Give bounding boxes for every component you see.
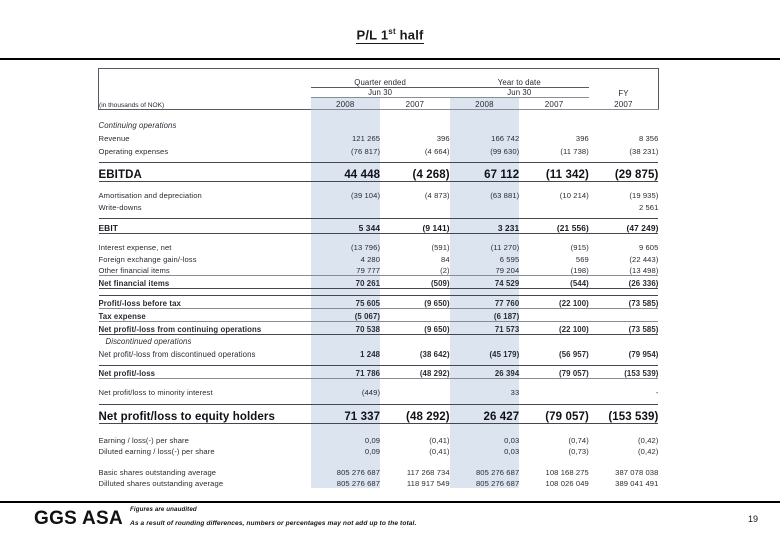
row-label-net-profit-loss: Net profit/-loss [99, 366, 311, 379]
row-label-diluted-shares: Dilluted shares outstanding average [98, 479, 224, 488]
table-subheader-row [99, 88, 659, 98]
amortisation-ytd-2008: (63 881) [450, 189, 520, 201]
ebit-ytd-2007: (21 556) [519, 219, 589, 234]
table-row-ebitda [99, 163, 659, 182]
table-row-net-profit-loss [99, 366, 659, 379]
table-row [99, 143, 659, 156]
table-row [99, 189, 659, 201]
net-fin-fy-2007: (26 336) [589, 275, 659, 288]
eps-ytd-2008: 0,03 [450, 433, 520, 445]
interest-fy-2007: 9 605 [638, 243, 659, 252]
table-row-ebit [99, 219, 659, 234]
row-label-profit-before-tax: Profit/-loss before tax [99, 295, 311, 308]
equity-q-2007: (48 292) [380, 404, 450, 423]
net-fin-q-2007: (509) [380, 275, 450, 288]
row-label-basic-shares: Basic shares outstanding average [98, 467, 217, 477]
eps-q-2008: 0,09 [311, 433, 381, 445]
ebitda-ytd-2007: (11 342) [519, 163, 589, 182]
writedowns-ytd-2007 [519, 200, 589, 212]
subheader-quarter-date: Jun 30 [368, 88, 393, 97]
npl-ytd-2008: 26 394 [450, 366, 520, 379]
row-label-amortisation: Amortisation and depreciation [98, 191, 202, 200]
table-row-net-profit-continuing [99, 321, 659, 334]
diluted-shares-q-2008: 805 276 687 [311, 477, 381, 489]
spacer-row [99, 234, 659, 241]
financial-table-container [98, 68, 658, 488]
interest-q-2008: (13 796) [311, 241, 381, 253]
deps-fy-2007: (0,42) [638, 447, 659, 456]
company-logo: GGS ASA [34, 508, 124, 529]
tax-ytd-2007 [519, 308, 589, 321]
npd-ytd-2008: (45 179) [450, 346, 520, 359]
minority-fy-2007: - [655, 388, 659, 397]
amortisation-ytd-2007: (10 214) [559, 191, 589, 200]
writedowns-ytd-2008 [450, 200, 520, 212]
ebit-ytd-2008: 3 231 [450, 219, 520, 234]
row-label-operating-expenses: Operating expenses [98, 146, 169, 156]
table-row [99, 477, 659, 489]
ebit-q-2007: (9 141) [380, 219, 450, 234]
eps-fy-2007: (0,42) [638, 435, 659, 445]
npl-fy-2007: (153 539) [589, 366, 659, 379]
footer-notes-container [130, 506, 560, 529]
column-header-q-2008: 2008 [311, 98, 381, 110]
equity-q-2008: 71 337 [311, 404, 381, 423]
ebit-fy-2007: (47 249) [589, 219, 659, 234]
opex-ytd-2007: (11 738) [560, 146, 589, 156]
footer-divider [0, 501, 780, 503]
footnote-rounding: As a result of rounding differences, numbers or percentages may not add up to the total. [130, 520, 417, 528]
other-fin-fy-2007: (13 498) [629, 265, 659, 275]
deps-ytd-2007: (0,73) [568, 447, 589, 456]
spacer-row [99, 110, 659, 117]
subheader-fy: FY [589, 88, 659, 98]
npc-ytd-2007: (22 100) [519, 321, 589, 334]
row-label-write-downs: Write-downs [98, 202, 142, 212]
row-label-fx-gain-loss: Foreign exchange gain/-loss [98, 254, 197, 264]
fx-fy-2007: (22 443) [629, 254, 659, 264]
spacer-row [99, 423, 659, 433]
amortisation-fy-2007: (19 935) [629, 191, 659, 200]
spacer-row [99, 359, 659, 366]
table-row [99, 433, 659, 445]
row-label-ebit: EBIT [99, 219, 311, 234]
row-label-net-profit-discontinued: Net profit/-loss from discontinued operations [98, 349, 256, 359]
spacer-row [99, 212, 659, 219]
pbt-ytd-2008: 77 760 [450, 295, 520, 308]
revenue-ytd-2007: 396 [575, 133, 589, 143]
npl-q-2008: 71 786 [311, 366, 381, 379]
tax-ytd-2008: (6 187) [450, 308, 520, 321]
ebitda-q-2008: 44 448 [311, 163, 381, 182]
fx-q-2007: 84 [441, 254, 450, 264]
tax-q-2008: (5 067) [311, 308, 381, 321]
npl-ytd-2007: (79 057) [519, 366, 589, 379]
subheader-ytd-date: Jun 30 [507, 88, 532, 97]
amortisation-q-2008: (39 104) [311, 189, 381, 201]
section-label-continuing: Continuing operations [98, 120, 177, 130]
eps-q-2007: (0,41) [429, 435, 450, 445]
row-label-eps: Earning / loss(-) per share [98, 435, 189, 445]
npc-ytd-2008: 71 573 [450, 321, 520, 334]
net-fin-q-2008: 70 261 [311, 275, 381, 288]
revenue-fy-2007: 8 356 [638, 133, 659, 143]
row-label-revenue: Revenue [98, 133, 130, 143]
npd-fy-2007: (79 954) [628, 349, 659, 359]
page-title-tail: half [395, 27, 424, 42]
table-row [99, 252, 659, 264]
group-header-fy-blank [589, 78, 659, 88]
row-label-equity-holders: Net profit/loss to equity holders [99, 404, 311, 423]
table-row [99, 130, 659, 143]
diluted-shares-ytd-2008: 805 276 687 [450, 477, 520, 489]
table-row-minority-interest [99, 386, 659, 398]
table-row [99, 241, 659, 253]
diluted-shares-q-2007: 118 917 549 [406, 479, 450, 488]
revenue-ytd-2008: 166 742 [450, 130, 520, 143]
opex-fy-2007: (38 231) [629, 146, 659, 156]
ebitda-fy-2007: (29 875) [589, 163, 659, 182]
opex-ytd-2008: (99 630) [450, 143, 520, 156]
eps-ytd-2007: (0,74) [568, 435, 589, 445]
table-row [99, 264, 659, 276]
npc-fy-2007: (73 585) [589, 321, 659, 334]
pbt-fy-2007: (73 585) [589, 295, 659, 308]
group-header-year-to-date: Year to date [450, 78, 589, 88]
page-title-ordinal-suffix: st [388, 26, 396, 36]
revenue-q-2007: 396 [436, 133, 450, 143]
fx-ytd-2007: 569 [575, 254, 589, 264]
diluted-shares-fy-2007: 389 041 491 [615, 479, 659, 488]
minority-ytd-2007 [519, 386, 589, 398]
pbt-ytd-2007: (22 100) [519, 295, 589, 308]
opex-q-2008: (76 817) [311, 143, 381, 156]
equity-ytd-2008: 26 427 [450, 404, 520, 423]
equity-ytd-2007: (79 057) [519, 404, 589, 423]
row-label-net-profit-continuing: Net profit/-loss from continuing operations [99, 321, 311, 334]
section-label-discontinued: Discontinued operations [105, 336, 192, 346]
table-row-profit-before-tax [99, 295, 659, 308]
slide-title-container [0, 26, 780, 44]
row-label-minority-interest: Net profit/loss to minority interest [98, 388, 213, 397]
ebitda-q-2007: (4 268) [380, 163, 450, 182]
fx-ytd-2008: 6 595 [450, 252, 520, 264]
amortisation-q-2007: (4 873) [424, 191, 450, 200]
basic-shares-fy-2007: 387 078 038 [615, 467, 659, 477]
npd-ytd-2007: (56 957) [559, 349, 589, 359]
column-header-ytd-2007: 2007 [519, 98, 589, 110]
diluted-shares-ytd-2007: 108 026 049 [545, 479, 589, 488]
other-fin-q-2007: (2) [440, 265, 450, 275]
spacer-row [99, 182, 659, 189]
net-fin-ytd-2007: (544) [519, 275, 589, 288]
npc-q-2007: (9 650) [380, 321, 450, 334]
page-number: 19 [747, 514, 758, 524]
row-label-ebitda: EBITDA [99, 163, 311, 182]
section-continuing-operations [99, 117, 659, 130]
tax-fy-2007 [589, 308, 659, 321]
spacer-row [99, 379, 659, 386]
spacer-row [99, 288, 659, 295]
interest-ytd-2008: (11 270) [450, 241, 520, 253]
table-row [99, 200, 659, 212]
interest-q-2007: (591) [431, 243, 450, 252]
row-label-interest-expense: Interest expense, net [98, 243, 172, 252]
minority-ytd-2008: 33 [450, 386, 520, 398]
npl-q-2007: (48 292) [380, 366, 450, 379]
npd-q-2007: (38 642) [419, 349, 450, 359]
table-row-net-financial [99, 275, 659, 288]
row-label-tax-expense: Tax expense [99, 308, 311, 321]
writedowns-q-2007 [380, 200, 450, 212]
spacer-row [99, 156, 659, 163]
tax-q-2007 [380, 308, 450, 321]
column-header-q-2007: 2007 [380, 98, 450, 110]
interest-ytd-2007: (915) [570, 243, 589, 252]
basic-shares-ytd-2007: 108 168 275 [545, 467, 589, 477]
basic-shares-q-2008: 805 276 687 [311, 465, 381, 477]
npc-q-2008: 70 538 [311, 321, 381, 334]
row-label-other-financial-items: Other financial items [98, 265, 170, 275]
table-year-header-row [99, 98, 659, 110]
ebit-q-2008: 5 344 [311, 219, 381, 234]
table-header-spacer [99, 69, 659, 78]
column-header-fy-2007: 2007 [589, 98, 659, 110]
unit-label: (in thousands of NOK) [99, 98, 311, 110]
ebitda-ytd-2008: 67 112 [450, 163, 520, 182]
net-fin-ytd-2008: 74 529 [450, 275, 520, 288]
page-title [356, 27, 423, 44]
npd-q-2008: 1 248 [311, 346, 381, 359]
table-row-net-profit-discontinued [99, 346, 659, 359]
equity-fy-2007: (153 539) [589, 404, 659, 423]
section-discontinued-operations [99, 334, 659, 346]
deps-q-2007: (0,41) [429, 447, 450, 456]
profit-loss-table [98, 68, 659, 488]
fx-q-2008: 4 280 [311, 252, 381, 264]
table-row-tax-expense [99, 308, 659, 321]
revenue-q-2008: 121 265 [311, 130, 381, 143]
group-header-quarter-ended: Quarter ended [311, 78, 450, 88]
basic-shares-ytd-2008: 805 276 687 [450, 465, 520, 477]
minority-q-2007 [380, 386, 450, 398]
table-row-equity-holders [99, 404, 659, 423]
page-title-main: P/L 1 [356, 27, 389, 42]
row-label-diluted-eps: Diluted earning / loss(-) per share [98, 447, 215, 456]
footnote-unaudited: Figures are unaudited [130, 506, 197, 513]
table-group-header-row [99, 78, 659, 88]
table-row [99, 445, 659, 457]
deps-q-2008: 0,09 [311, 445, 381, 457]
header-divider [0, 58, 780, 60]
writedowns-q-2008 [311, 200, 381, 212]
basic-shares-q-2007: 117 268 734 [406, 467, 450, 477]
pbt-q-2008: 75 605 [311, 295, 381, 308]
other-fin-ytd-2008: 79 204 [450, 264, 520, 276]
pbt-q-2007: (9 650) [380, 295, 450, 308]
column-header-ytd-2008: 2008 [450, 98, 520, 110]
deps-ytd-2008: 0,03 [450, 445, 520, 457]
writedowns-fy-2007: 2 561 [638, 202, 659, 212]
spacer-row [99, 397, 659, 404]
row-label-net-financial-items: Net financial items [99, 275, 311, 288]
other-fin-q-2008: 79 777 [311, 264, 381, 276]
table-row [99, 465, 659, 477]
spacer-row [99, 456, 659, 465]
minority-q-2008: (449) [311, 386, 381, 398]
opex-q-2007: (4 664) [424, 146, 450, 156]
other-fin-ytd-2007: (198) [570, 265, 589, 275]
